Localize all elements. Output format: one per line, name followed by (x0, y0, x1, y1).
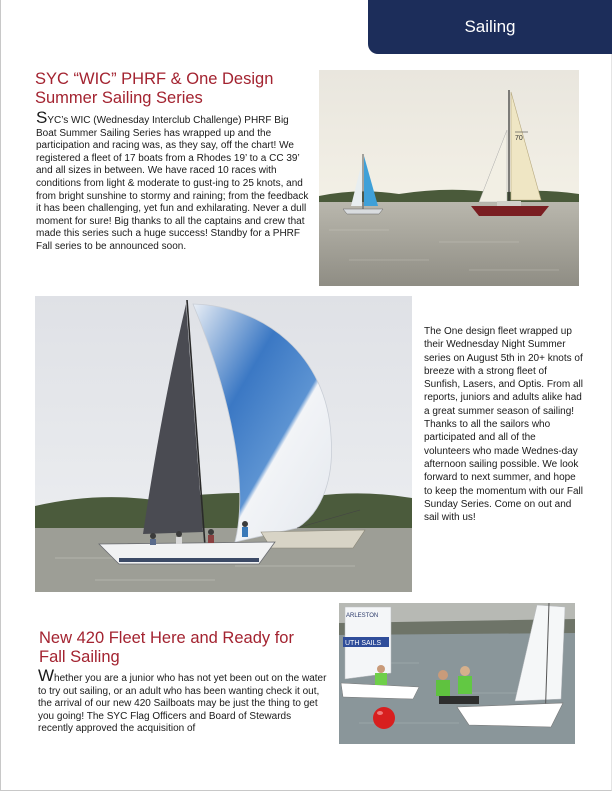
sail-number: 70 (515, 135, 523, 142)
article1-headline-line1: SYC “WIC” PHRF & One Design (35, 70, 274, 88)
banner-brand: ARLESTON (346, 613, 379, 619)
article1-body-text: YC’s WIC (Wednesday Interclub Challenge) PHRF Big Boat Summer Sailing Series has wrapped up and the participation and racing was, as they say, off the chart! We registered a fleet of 17 boats from a Rhodes 19’ to a CC 39’ and all sizes in between. We have raced 10 races with conditions from light & moderate to gust-ing to 25 knots, and from bright sunshine to stormy and raining; from the feedback it has been challenging, yet fun and exhilarating. Never a dull moment for sure! Big thanks to all the captains and crew that made this series such a huge success! Standby for a PHRF Fall series to be announced soon. (36, 115, 309, 252)
article2-headline-line1: New 420 Fleet Here and Ready for (39, 629, 294, 647)
section-tab-label: Sailing (464, 17, 516, 36)
article2-body (38, 666, 328, 736)
article1-headline (35, 70, 315, 108)
article2-body-text: hether you are a junior who has not yet been out on the water to try out sailing, or an adult who has been wanting check it out, the arrival of our new 420 Sailboats may be just the thing to get you going! The SYC Flag Officers and Board of Stewards recently approved the acquisition of (38, 673, 327, 735)
sail-brand: UTH SAILS (345, 640, 382, 647)
article2-headline-line2: Fall Sailing (39, 648, 120, 666)
section-tab (368, 0, 612, 54)
article1-headline-line2: Summer Sailing Series (35, 89, 203, 107)
article2-dropcap: W (38, 666, 55, 685)
photo-420-sailors (339, 603, 575, 744)
photo-spinnaker-race (35, 296, 412, 592)
article1-dropcap: S (36, 108, 48, 127)
photo-two-sailboats (319, 70, 579, 286)
one-design-body: The One design fleet wrapped up their Wednesday Night Summer series on August 5th in 20+ knots of breeze with a strong fleet of Sunfish, Lasers, and Optis. From all reports, juniors and adults alike had a great summer season of sailing! Thanks to all the sailors who participated and all of the volunteers who made Wednes-day afternoon sailing possible. We look forward to next summer, and hope to keep the momentum with our Fall Sunday Series. Come on out and sail with us! (424, 326, 583, 524)
article1-body (36, 108, 312, 254)
article2-headline (39, 629, 329, 667)
